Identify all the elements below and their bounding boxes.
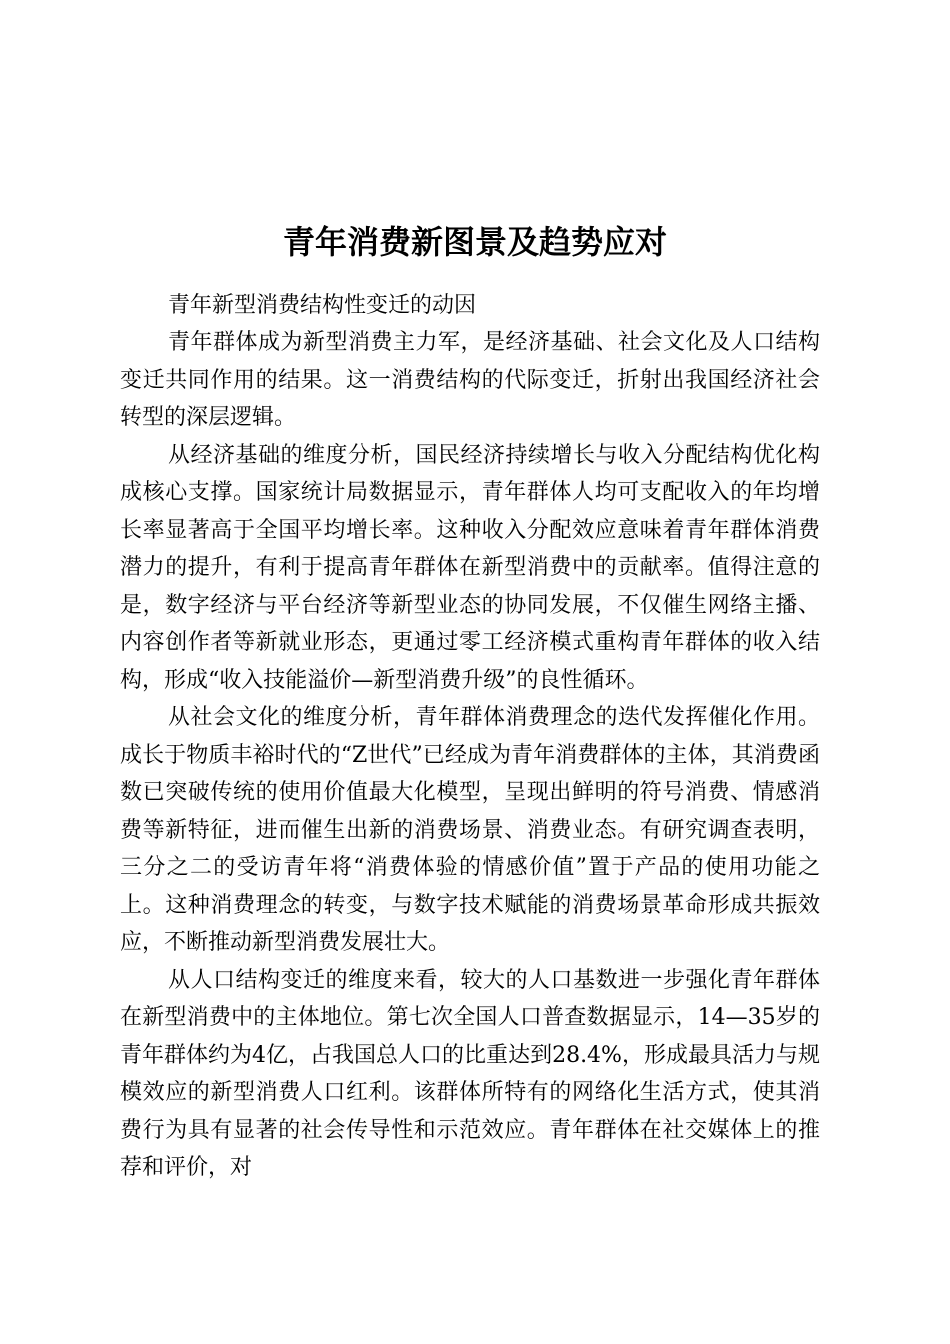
- paragraph-economic-basis: 从经济基础的维度分析，国民经济持续增长与收入分配结构优化构成核心支撑。国家统计局数据显示，青年群体人均可支配收入的年均增长率显著高于全国平均增长率。这种收入分配效应意味着青年群体消费潜力的提升，有利于提高青年群体在新型消费中的贡献率。值得注意的是，数字经济与平台经济等新型业态的协同发展，不仅催生网络主播、内容创作者等新就业形态，更通过零工经济模式重构青年群体的收入结构，形成“收入技能溢价—新型消费升级”的良性循环。: [120, 442, 820, 693]
- section-heading: 青年新型消费结构性变迁的动因: [168, 293, 477, 318]
- paragraph-social-culture: 从社会文化的维度分析，青年群体消费理念的迭代发挥催化作用。成长于物质丰裕时代的“Z世代”已经成为青年消费群体的主体，其消费函数已突破传统的使用价值最大化模型，呈现出鲜明的符号消费、情感消费等新特征，进而催生出新的消费场景、消费业态。有研究调查表明，三分之二的受访青年将“消费体验的情感价值”置于产品的使用功能之上。这种消费理念的转变，与数字技术赋能的消费场景革命形成共振效应，不断推动新型消费发展壮大。: [120, 705, 820, 955]
- paragraph-intro: 青年群体成为新型消费主力军，是经济基础、社会文化及人口结构变迁共同作用的结果。这一消费结构的代际变迁，折射出我国经济社会转型的深层逻辑。: [120, 330, 820, 430]
- document-body: [120, 287, 820, 1187]
- document-title: 青年消费新图景及趋势应对: [282, 223, 667, 262]
- paragraph-population-structure: 从人口结构变迁的维度来看，较大的人口基数进一步强化青年群体在新型消费中的主体地位。第七次全国人口普查数据显示，14—35岁的青年群体约为4亿，占我国总人口的比重达到28.4%，形成最具活力与规模效应的新型消费人口红利。该群体所特有的网络化生活方式，使其消费行为具有显著的社会传导性和示范效应。青年群体在社交媒体上的推荐和评价，对: [120, 967, 820, 1180]
